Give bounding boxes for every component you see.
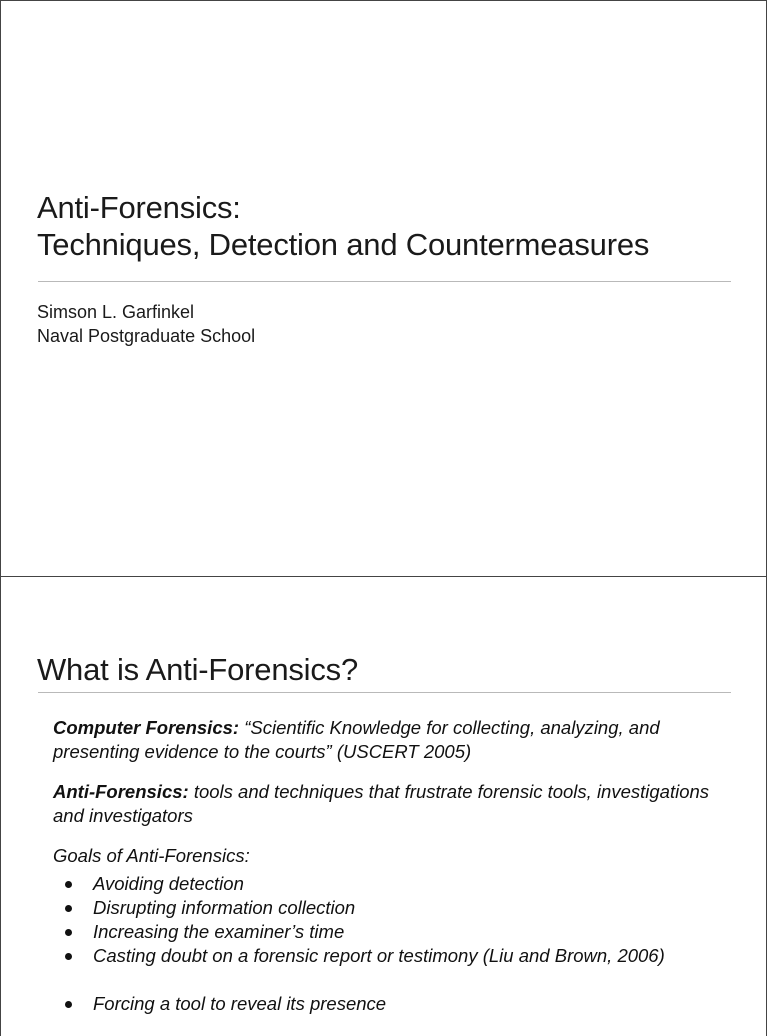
list-item-text: Casting doubt on a forensic report or testimony (Liu and Brown, 2006) xyxy=(93,945,665,966)
bullet-icon xyxy=(65,905,72,912)
bullet-icon xyxy=(65,881,72,888)
definition-text: tools and techniques that frustrate forensic tools, investigations and investigators xyxy=(53,781,710,826)
definition-computer-forensics xyxy=(53,716,733,764)
definition-text: “Scientific Knowledge for collecting, analyzing, and presenting evidence to the courts” (USCERT 2005) xyxy=(53,717,660,762)
list-item xyxy=(53,992,733,1016)
list-item xyxy=(53,920,733,944)
list-item xyxy=(53,944,733,968)
title-divider xyxy=(38,692,731,693)
bullet-icon xyxy=(65,1001,72,1008)
list-item-text: Disrupting information collection xyxy=(93,897,356,918)
definition-term: Anti-Forensics: xyxy=(53,781,189,802)
definition-term: Computer Forensics: xyxy=(53,717,240,738)
list-item-text: Increasing the examiner’s time xyxy=(93,921,345,942)
bullet-icon xyxy=(65,929,72,936)
list-item-text: Avoiding detection xyxy=(93,873,244,894)
goals-list xyxy=(53,872,733,1016)
definition-anti-forensics xyxy=(53,780,733,828)
goals-label: Goals of Anti-Forensics: xyxy=(53,845,250,866)
content-slide xyxy=(0,576,767,1036)
list-item xyxy=(53,896,733,920)
title-line-1: Anti-Forensics: xyxy=(37,190,241,225)
author-name: Simson L. Garfinkel xyxy=(37,302,195,322)
author-block xyxy=(37,300,255,348)
title-line-2: Techniques, Detection and Countermeasures xyxy=(37,227,650,262)
list-item-text: Forcing a tool to reveal its presence xyxy=(93,993,387,1014)
slide-title xyxy=(37,189,649,263)
slide-title: What is Anti-Forensics? xyxy=(37,652,359,687)
author-affiliation: Naval Postgraduate School xyxy=(37,326,256,346)
bullet-icon xyxy=(65,953,72,960)
title-divider xyxy=(38,281,731,282)
slide-body xyxy=(53,716,733,1016)
list-item xyxy=(53,872,733,896)
